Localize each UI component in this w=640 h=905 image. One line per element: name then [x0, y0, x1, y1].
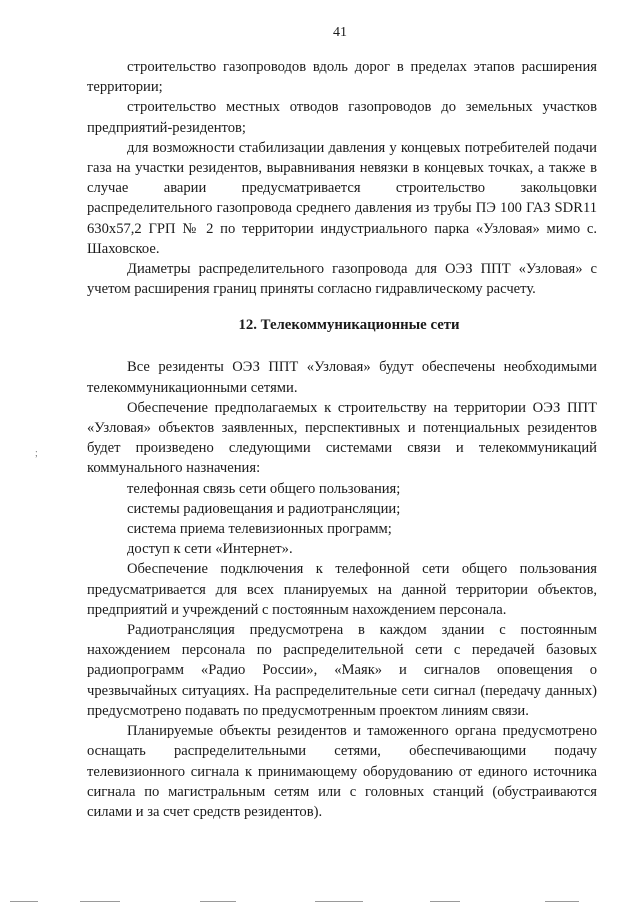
- paragraph-telephone-connection: Обеспечение подключения к телефонной сети общего пользования предусматривается для всех планируемых на данной территории объектов, предприятий и учреждений с постоянным нахождением персонала.: [87, 561, 597, 618]
- list-item-tv: система приема телевизионных программ;: [127, 521, 392, 538]
- paragraph-gas-branches: строительство местных отводов газопроводов до земельных участков предприятий-резидентов;: [87, 99, 597, 136]
- paragraph-gas-loop: для возможности стабилизации давления у концевых потребителей подачи газа на участки резидентов, выравнивания невязки в концевых точках, а также в случае аварии предусматривается строительство закольцовки распределительного газопровода среднего давления из трубы ПЭ 100 ГАЗ SDR11 630х57,2 ГРП № 2 по территории индустриального парка «Узловая» мимо с. Шаховское.: [87, 139, 597, 257]
- scan-edge-artifacts: [0, 897, 640, 905]
- section-heading: 12. Телекоммуникационные сети: [238, 317, 460, 334]
- list-item-radio: системы радиовещания и радиотрансляции;: [127, 500, 401, 517]
- list-item-telephone: телефонная связь сети общего пользования;: [127, 480, 401, 497]
- list-item-internet: доступ к сети «Интернет».: [127, 541, 293, 558]
- margin-mark: ;: [35, 448, 38, 459]
- paragraph-tv-signal: Планируемые объекты резидентов и таможенного органа предусмотрено оснащать распределительными сетями, обеспечивающими подачу телевизионного сигнала к принимающему оборудованию от единого источника сигнала по магистральным сетям или с головных станций (обустраиваются силами и за счет средств резидентов).: [87, 723, 597, 820]
- paragraph-provision-systems: Обеспечение предполагаемых к строительству на территории ОЭЗ ППТ «Узловая» объектов заявленных, перспективных и потенциальных резидентов будет произведено следующими системами связи и телекоммуникаций коммунального назначения:: [87, 399, 597, 477]
- paragraph-gas-diameters: Диаметры распределительного газопровода для ОЭЗ ППТ «Узловая» с учетом расширения границ приняты согласно гидравлическому расчету.: [87, 261, 597, 298]
- paragraph-radio-broadcast: Радиотрансляция предусмотрена в каждом здании с постоянным нахождением персонала по распределительной сети с передачей базовых радиопрограмм «Радио России», «Маяк» и сигналов оповещения о чрезвычайных ситуациях. На распределительные сети сигнал (передачу данных) предусмотрено подавать по предусмотренным проектом линиям связи.: [87, 622, 597, 719]
- page-body: [87, 57, 597, 822]
- paragraph-residents-networks: Все резиденты ОЭЗ ППТ «Узловая» будут обеспечены необходимыми телекоммуникационными сетями.: [87, 359, 597, 396]
- page-number: 41: [333, 25, 347, 40]
- paragraph-gas-roads: строительство газопроводов вдоль дорог в пределах этапов расширения территории;: [87, 59, 597, 96]
